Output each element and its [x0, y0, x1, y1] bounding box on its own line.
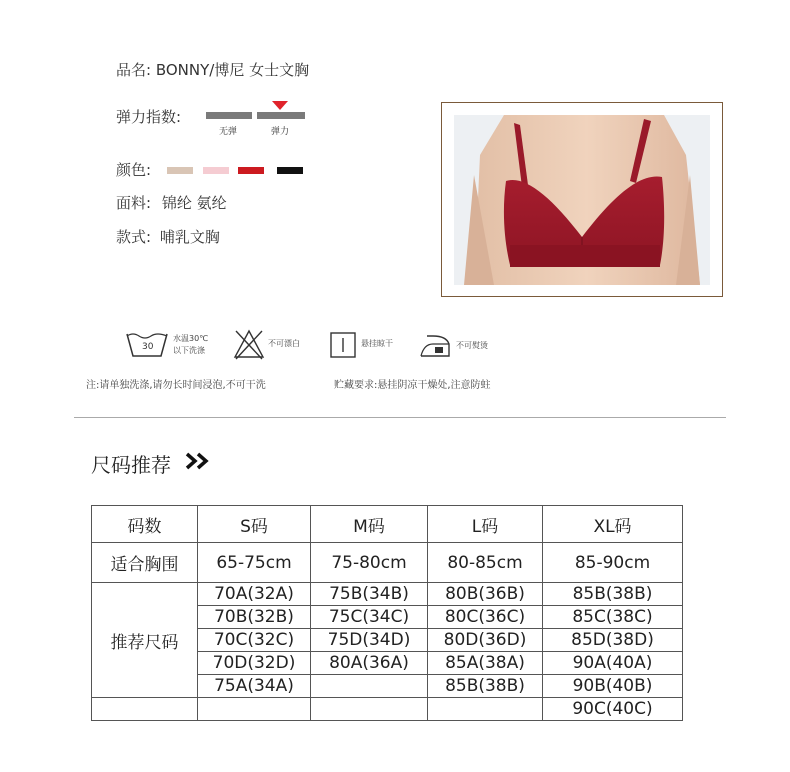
- wash-temperature: 30: [142, 342, 154, 352]
- elastic-indicator-icon: [272, 101, 288, 111]
- wash-note: 注:请单独洗涤,请勿长时间浸泡,不可干洗: [86, 380, 266, 391]
- table-cell: 70B(32B): [198, 606, 311, 629]
- recommend-label-cell: 推荐尺码: [92, 583, 198, 698]
- table-cell: 85A(38A): [428, 652, 543, 675]
- table-cell: 85D(38D): [543, 629, 683, 652]
- header-cell: 码数: [92, 506, 198, 543]
- table-cell: 70D(32D): [198, 652, 311, 675]
- hang-dry-icon: [330, 332, 356, 358]
- header-cell: L码: [428, 506, 543, 543]
- section-divider: [74, 417, 726, 418]
- table-cell: 80D(36D): [428, 629, 543, 652]
- range-cell: 65-75cm: [198, 543, 311, 583]
- table-cell: 70A(32A): [198, 583, 311, 606]
- range-cell: 75-80cm: [311, 543, 428, 583]
- color-swatch-red: [238, 167, 264, 174]
- table-row: [92, 698, 683, 721]
- style-line: [116, 226, 220, 247]
- size-section-title: [91, 449, 171, 478]
- table-row: [92, 583, 683, 606]
- table-cell: [311, 675, 428, 698]
- product-name-label: 品名:: [116, 61, 152, 79]
- range-cell: 80-85cm: [428, 543, 543, 583]
- elastic-label: 弹力指数:: [116, 108, 182, 126]
- header-cell: M码: [311, 506, 428, 543]
- table-cell: 75A(34A): [198, 675, 311, 698]
- header-cell: XL码: [543, 506, 683, 543]
- table-cell: 80C(36C): [428, 606, 543, 629]
- product-name-value: BONNY/博尼 女士文胸: [155, 61, 310, 79]
- size-table-header-row: [92, 506, 683, 543]
- product-name-line: [116, 59, 309, 80]
- elastic-low-label: 无弹: [219, 127, 238, 137]
- table-cell: 75C(34C): [311, 606, 428, 629]
- table-cell: 80B(36B): [428, 583, 543, 606]
- table-cell: 90C(40C): [543, 698, 683, 721]
- storage-note: 贮藏要求:悬挂阴凉干燥处,注意防蛀: [334, 380, 491, 391]
- color-swatch-black: [277, 167, 303, 174]
- size-table-range-row: [92, 543, 683, 583]
- range-cell: 85-90cm: [543, 543, 683, 583]
- style-value: 哺乳文胸: [159, 228, 220, 246]
- table-cell: [92, 698, 198, 721]
- fabric-label: 面料:: [116, 194, 152, 212]
- elastic-bar-high: [257, 112, 305, 119]
- size-title-text: 尺码推荐: [91, 453, 171, 477]
- iron-label: 不可熨烫: [456, 341, 488, 350]
- table-cell: 80A(36A): [311, 652, 428, 675]
- fabric-value: 锦纶 氨纶: [161, 194, 227, 212]
- elastic-high-label: 弹力: [271, 127, 290, 137]
- color-swatch-pink: [203, 167, 229, 174]
- table-cell: [311, 698, 428, 721]
- table-cell: 75D(34D): [311, 629, 428, 652]
- table-cell: 75B(34B): [311, 583, 428, 606]
- size-table: [91, 505, 683, 721]
- table-cell: 85B(38B): [428, 675, 543, 698]
- no-iron-icon: [417, 332, 453, 360]
- product-photo: [454, 115, 710, 285]
- style-label: 款式:: [116, 228, 152, 246]
- wash-label: [173, 333, 208, 357]
- wash-label-line1: 水温30℃: [173, 334, 209, 343]
- table-cell: [198, 698, 311, 721]
- table-cell: 85C(38C): [543, 606, 683, 629]
- no-bleach-icon: [233, 328, 265, 360]
- bleach-label: 不可漂白: [268, 339, 300, 348]
- color-label: 颜色:: [116, 161, 152, 179]
- dry-label: 悬挂晾干: [361, 339, 393, 348]
- table-cell: 85B(38B): [543, 583, 683, 606]
- table-cell: 90A(40A): [543, 652, 683, 675]
- elastic-bar-low: [206, 112, 252, 119]
- table-cell: 90B(40B): [543, 675, 683, 698]
- table-cell: 70C(32C): [198, 629, 311, 652]
- header-cell: S码: [198, 506, 311, 543]
- range-label-cell: 适合胸围: [92, 543, 198, 583]
- product-photo-frame: [441, 102, 723, 297]
- fabric-line: [116, 192, 227, 213]
- double-chevron-icon: [185, 452, 213, 470]
- wash-label-line2: 以下洗涤: [173, 346, 205, 355]
- table-cell: [428, 698, 543, 721]
- color-swatch-beige: [167, 167, 193, 174]
